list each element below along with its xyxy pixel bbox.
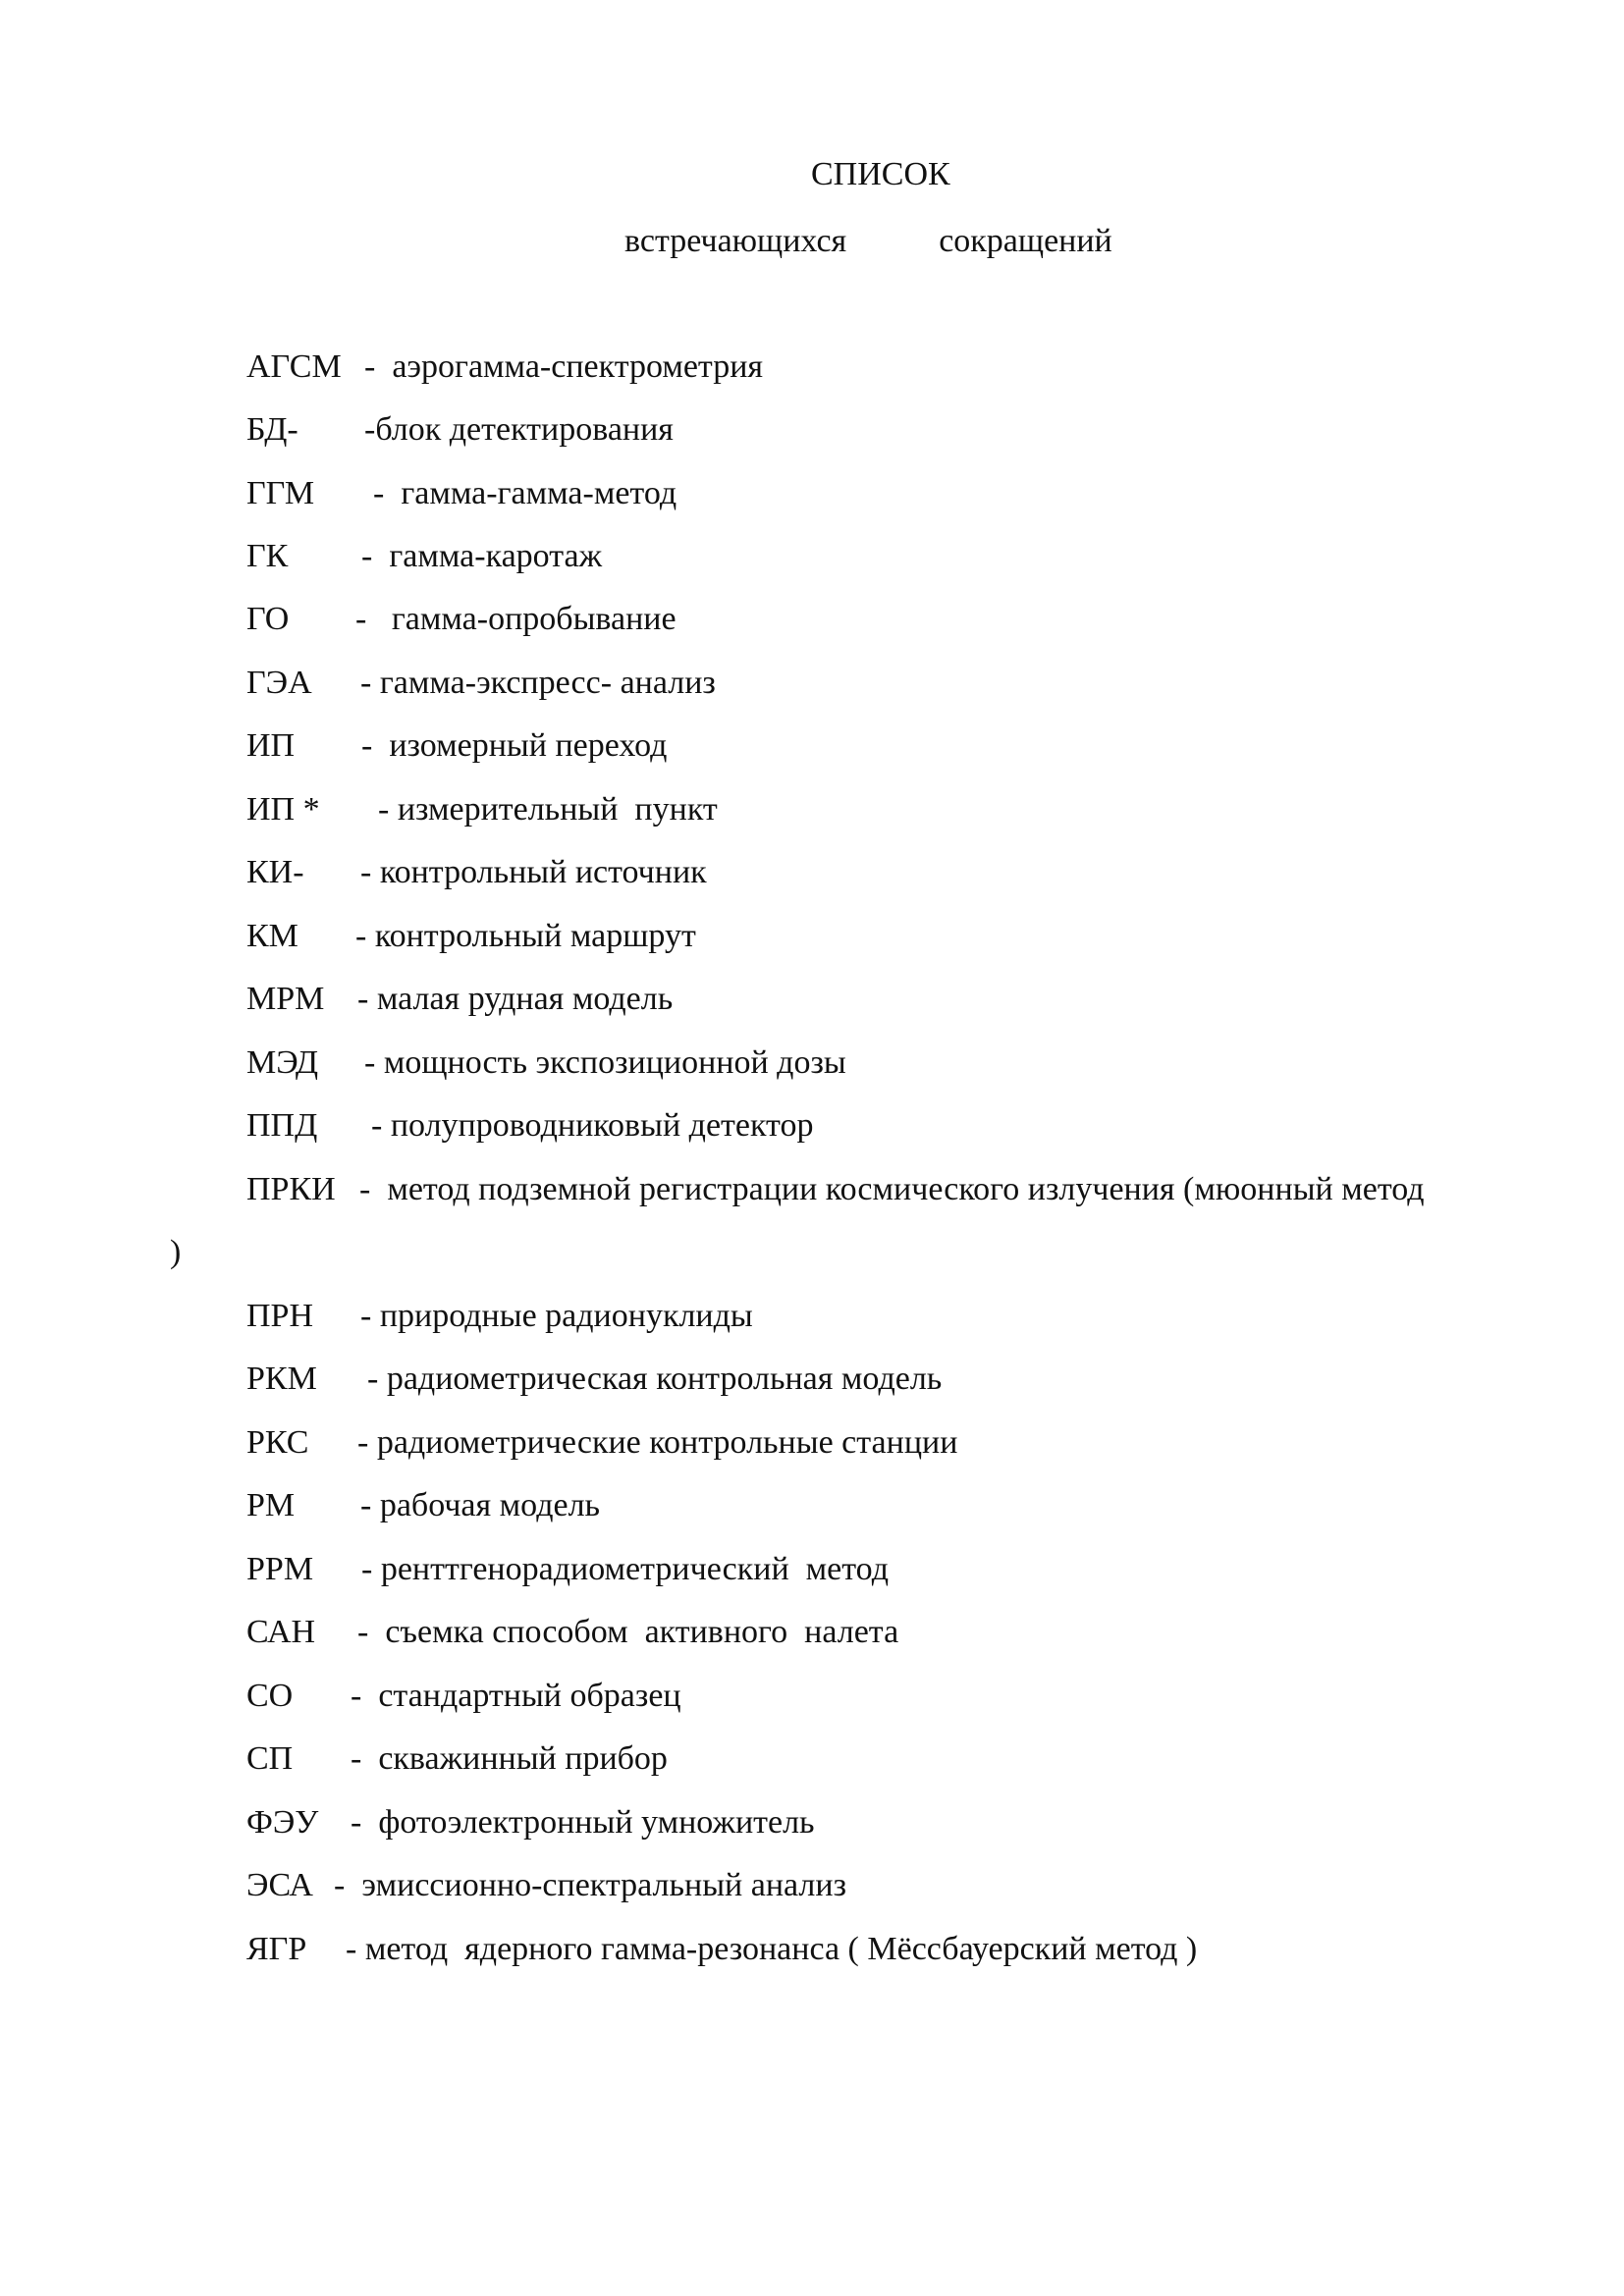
definition: - малая рудная модель — [357, 981, 674, 1017]
definition: - гамма-гамма-метод — [373, 475, 677, 511]
abbreviation: СО — [246, 1678, 294, 1714]
definition: - природные радионуклиды — [360, 1298, 753, 1334]
definition: -блок детектирования — [364, 411, 674, 448]
list-item — [0, 1864, 1624, 1907]
definition: - съемка способом активного налета — [357, 1614, 899, 1650]
abbreviation: МЭД — [246, 1044, 319, 1081]
list-item — [0, 1611, 1624, 1654]
abbreviation: ЭСА — [246, 1867, 313, 1903]
abbreviation: РКС — [246, 1424, 309, 1461]
list-item — [0, 788, 1624, 831]
page-title: СПИСОК — [811, 156, 950, 192]
subtitle-word-1: встречающихся — [624, 223, 847, 259]
abbreviation: ГГМ — [246, 475, 315, 511]
list-item — [0, 724, 1624, 768]
abbreviation: ПРН — [246, 1298, 314, 1334]
definition: - рабочая модель — [360, 1487, 601, 1523]
definition: - контрольный источник — [360, 854, 707, 890]
definition: - полупроводниковый детектор — [371, 1107, 814, 1144]
abbreviation: МРМ — [246, 981, 325, 1017]
abbreviation: ГО — [246, 601, 290, 637]
definition: - метод ядерного гамма-резонанса ( Мёссбауерский метод ) — [346, 1931, 1198, 1967]
abbreviation: ФЭУ — [246, 1804, 319, 1841]
list-item — [0, 346, 1624, 389]
abbreviation: СП — [246, 1740, 294, 1777]
abbreviation: РМ — [246, 1487, 296, 1523]
definition: - фотоэлектронный умножитель — [351, 1804, 815, 1841]
definition: - скважинный прибор — [351, 1740, 668, 1777]
list-item — [0, 598, 1624, 641]
definition: - измерительный пункт — [378, 791, 718, 828]
abbreviation: ИП * — [246, 791, 320, 828]
definition: - эмиссионно-спектральный анализ — [334, 1867, 847, 1903]
subtitle-word-2: сокращений — [939, 223, 1112, 259]
definition: - изомерный переход — [361, 727, 668, 764]
abbreviation: ГЭА — [246, 665, 312, 701]
definition: - радиометрическая контрольная модель — [367, 1361, 943, 1397]
abbreviation: ГК — [246, 538, 289, 574]
definition: - контрольный маршрут — [355, 918, 696, 954]
abbreviation: КМ — [246, 918, 298, 954]
list-item — [0, 851, 1624, 894]
definition: - ренттгенорадиометрический метод — [361, 1551, 889, 1587]
abbreviation: КИ- — [246, 854, 304, 890]
definition: - радиометрические контрольные станции — [357, 1424, 958, 1461]
definition: - стандартный образец — [351, 1678, 681, 1714]
list-item — [0, 1928, 1624, 1971]
list-item — [0, 1737, 1624, 1781]
definition: - гамма-экспресс- анализ — [360, 665, 716, 701]
list-item — [0, 1104, 1624, 1148]
list-item — [0, 915, 1624, 958]
list-item — [0, 1421, 1624, 1465]
list-item — [0, 1548, 1624, 1591]
definition: - метод подземной регистрации космического излучения (мюонный метод — [359, 1171, 1425, 1207]
list-item — [0, 1041, 1624, 1085]
list-item — [0, 408, 1624, 452]
abbreviation: БД- — [246, 411, 298, 448]
abbreviation: ППД — [246, 1107, 318, 1144]
definition: - гамма-каротаж — [361, 538, 603, 574]
list-item — [0, 1801, 1624, 1844]
list-item — [0, 535, 1624, 578]
abbreviation: ЯГР — [246, 1931, 307, 1967]
list-item — [0, 1358, 1624, 1401]
abbreviation: АГСМ — [246, 348, 342, 385]
list-item — [0, 1168, 1624, 1211]
abbreviation: РКМ — [246, 1361, 317, 1397]
abbreviation: РРМ — [246, 1551, 314, 1587]
list-item — [0, 1484, 1624, 1527]
abbreviation: ИП — [246, 727, 296, 764]
list-item — [0, 472, 1624, 515]
wrapped-line-tail: ) — [170, 1234, 182, 1270]
list-item — [0, 662, 1624, 705]
definition: - гамма-опробывание — [355, 601, 677, 637]
list-item — [0, 1675, 1624, 1718]
definition: - аэрогамма-спектрометрия — [364, 348, 764, 385]
list-item — [0, 1295, 1624, 1338]
list-item — [0, 978, 1624, 1021]
abbreviation: САН — [246, 1614, 316, 1650]
definition: - мощность экспозиционной дозы — [364, 1044, 846, 1081]
abbreviation: ПРКИ — [246, 1171, 336, 1207]
